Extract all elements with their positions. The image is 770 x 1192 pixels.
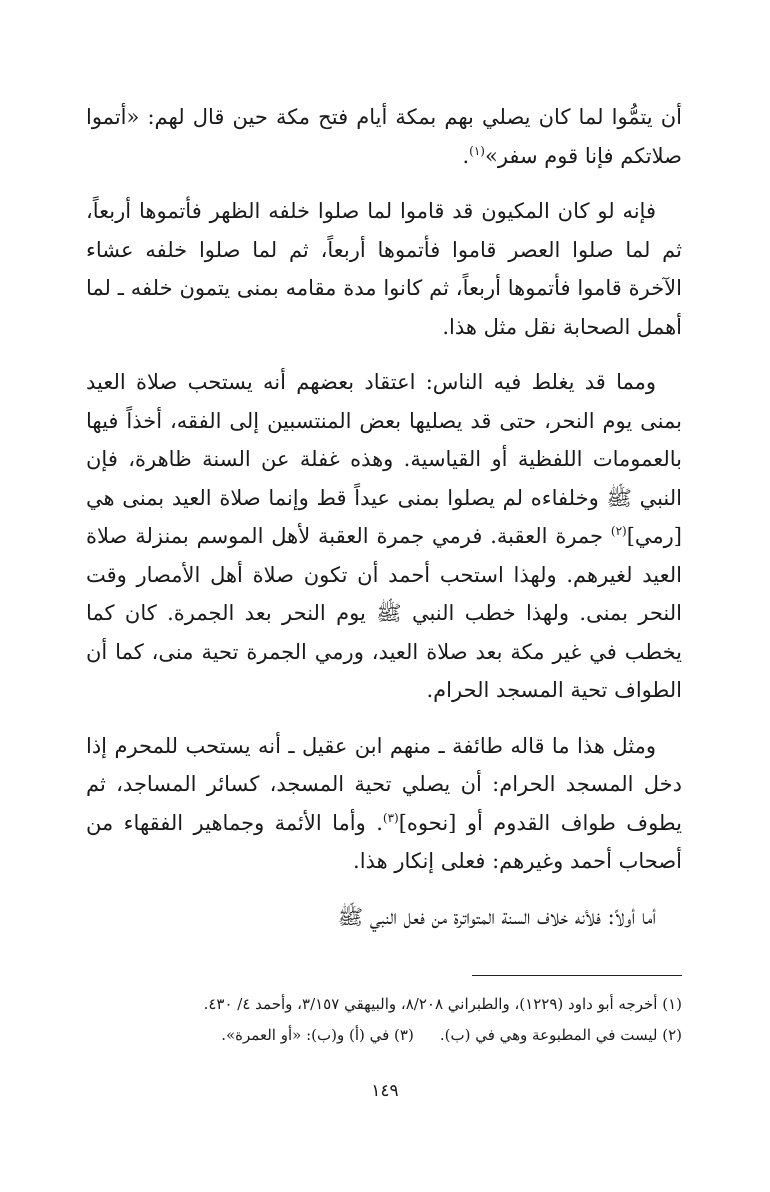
footnote-ref-2: (٢)	[610, 524, 627, 538]
paragraph-5: أما أولاً: فلأنه خلاف السنة المتواترة من فعل النبي ﷺ	[337, 904, 656, 929]
main-text	[86, 98, 682, 936]
page-number: ١٤٩	[371, 1081, 399, 1101]
footnote-2: (٢) ليست في المطبوعة وهي في (ب).	[439, 1026, 682, 1044]
footnote-ref-3: (٣)	[382, 810, 399, 825]
paragraph-3: ومما قد يغلط فيه الناس: اعتقاد بعضهم أنه يستحب صلاة العيد بمنى يوم النحر، حتى قد يصليها بعض المنتسبين إلى الفقه، أخذاً فيها بالعمومات اللفظية أو القياسية. وهذه غفلة عن السنة ظاهرة، فإن النبي ﷺ وخلفاءه لم يصلوا بمنى عيداً قط وإنما صلاة العيد بمنى هي [رمي]$^{(٢)}$ جمرة العقبة. فرمي جمرة العقبة لأهل الموسم بمنزلة صلاة العيد لغيرهم. ولهذا استحب أحمد أن تكون صلاة أهل الأمصار وقت النحر بمنى. ولهذا خطب النبي ﷺ يوم النحر بعد الجمرة. كان كما يخطب في غير مكة بعد صلاة العيد، ورمي الجمرة تحية منى، كما أن الطواف تحية المسجد الحرام.	[86, 370, 682, 702]
paragraph-4: ومثل هذا ما قاله طائفة ـ منهم ابن عقيل ـ أنه يستحب للمحرم إذا دخل المسجد الحرام: أن يصلي تحية المسجد، كسائر المساجد، ثم يطوف طواف القدوم أو [نحوه]$^{(٣)}$. وأما الأئمة وجماهير الفقهاء من أصحاب أحمد وغيرهم: فعلى إنكار هذا.	[86, 733, 682, 873]
footnotes	[86, 989, 682, 1051]
footnote-row-2-3	[86, 1020, 682, 1051]
paragraph-2: فإنه لو كان المكيون قد قاموا لما صلوا خلفه الظهر فأتموها أربعاً، ثم لما صلوا العصر قاموا فأتموها أربعاً، ثم لما صلوا خلفه عشاء الآخرة قاموا فأتموها أربعاً، ثم كانوا مدة مقامه بمنى يتمون خلفه ـ لما أهمل الصحابة نقل مثل هذا.	[86, 199, 682, 339]
footnote-separator	[472, 975, 682, 976]
footnote-ref-1: (١)	[469, 143, 485, 158]
paragraph-1: أن يتمُّوا لما كان يصلي بهم بمكة أيام فتح مكة حين قال لهم: «أتموا صلاتكم فإنا قوم سفر»$^{(١)}$.	[86, 105, 682, 168]
footnote-1: (١) أخرجه أبو داود (١٢٢٩)، والطبراني ٨/٢٠٨، والبيهقي ٣/١٥٧، وأحمد ٤/ ٤٣٠.	[203, 995, 682, 1013]
footnote-3: (٣) في (أ) و(ب): «أو العمرة».	[221, 1026, 414, 1044]
